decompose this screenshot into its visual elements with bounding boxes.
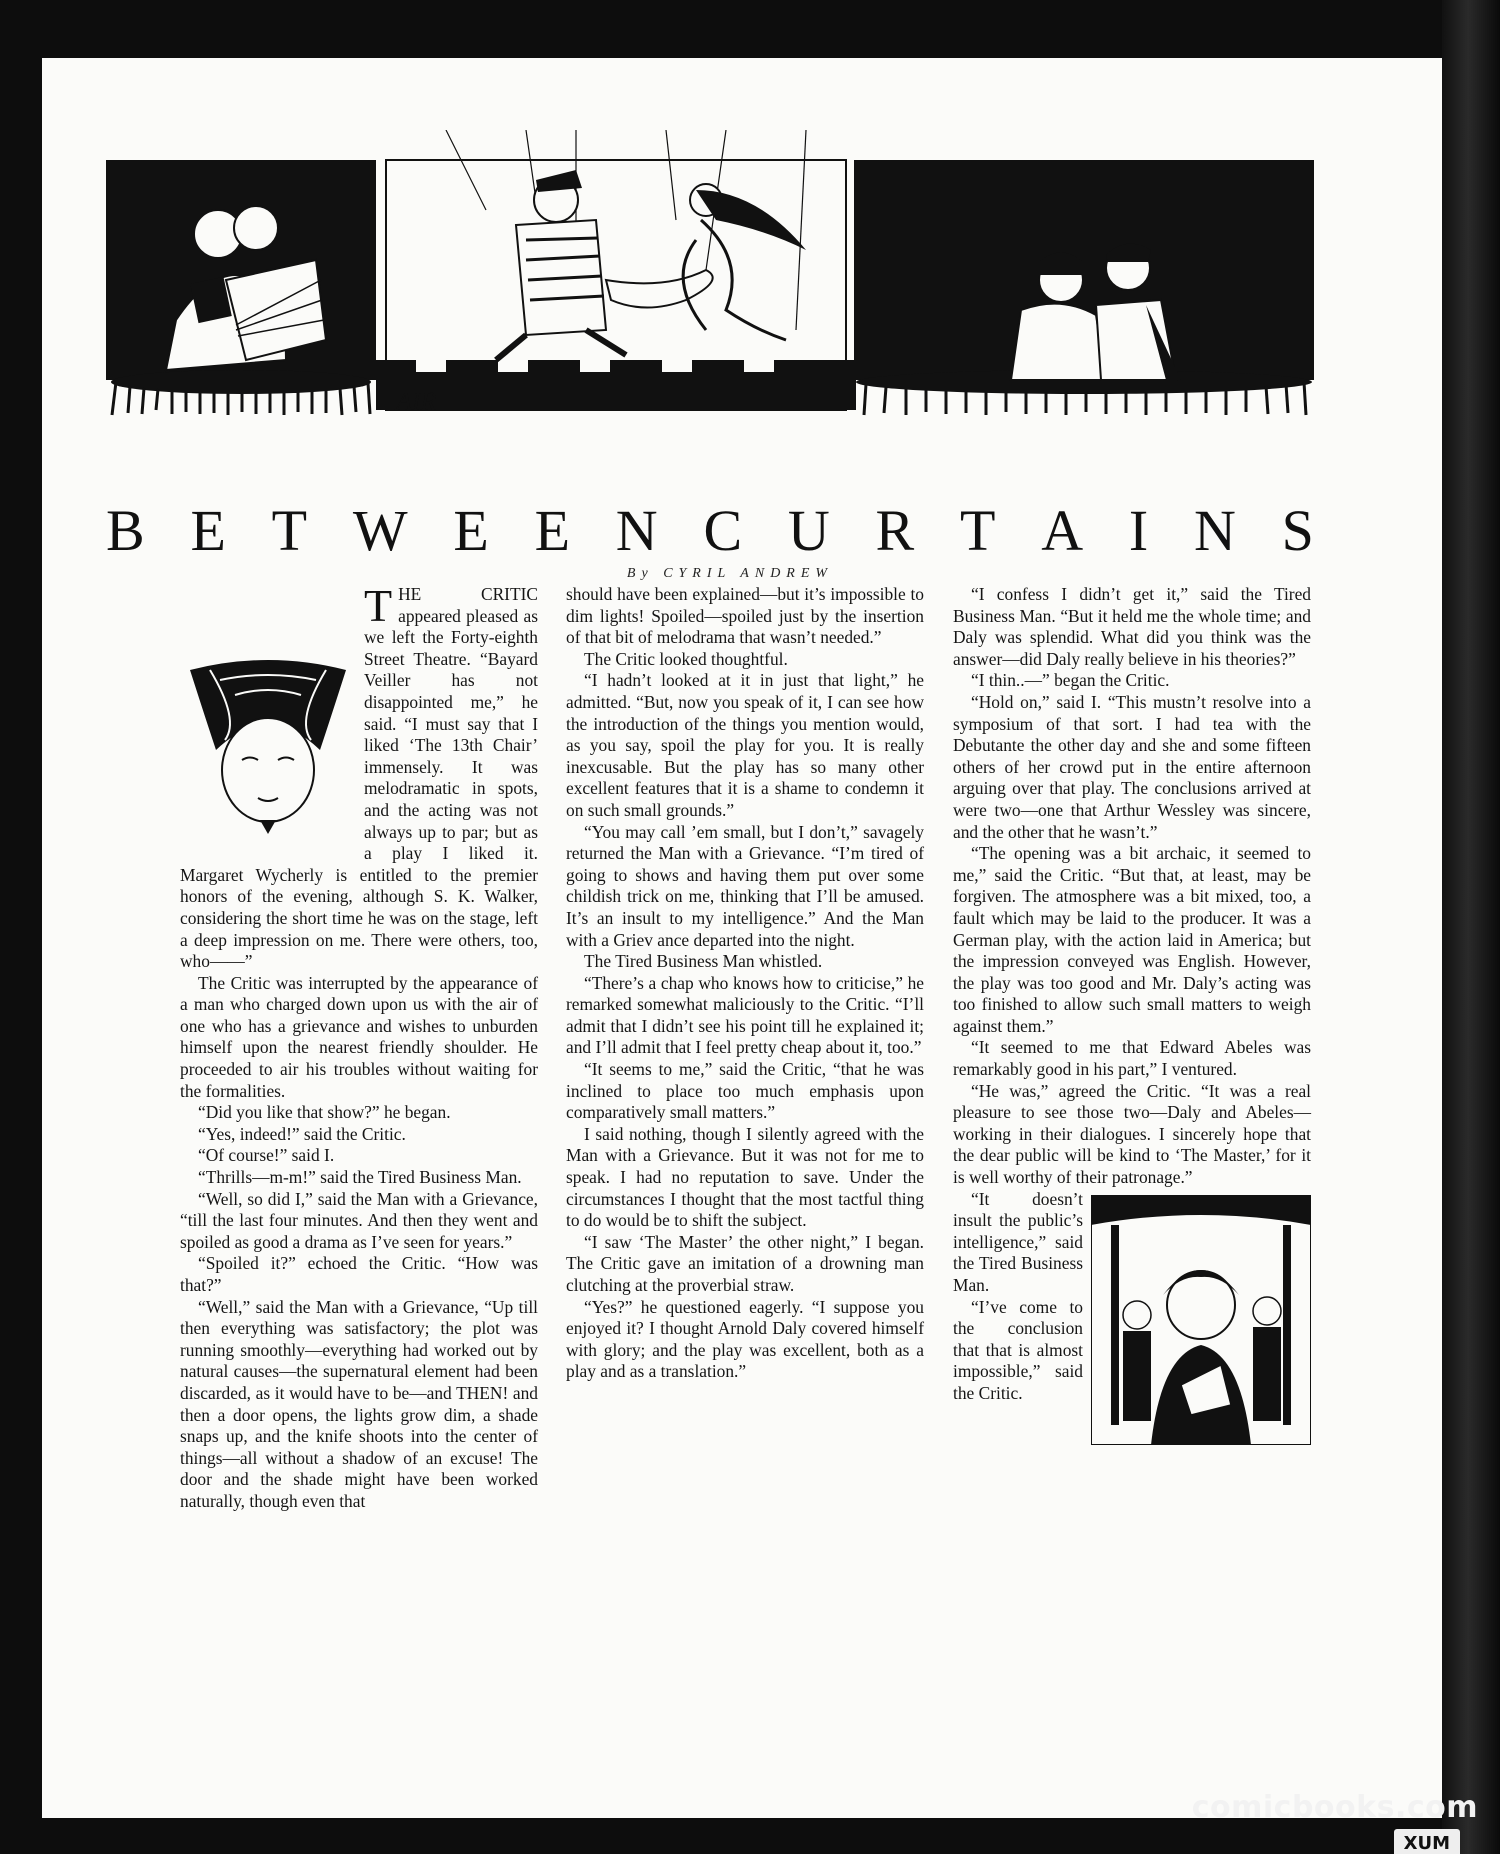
paragraph: “I saw ‘The Master’ the other night,” I began. The Critic gave an imitation of a drowning man clutching at the proverbial straw. xyxy=(566,1231,924,1295)
title-letter: E xyxy=(534,497,571,563)
site-watermark: comicbooks.com xyxy=(1191,1790,1478,1825)
title-letter: C xyxy=(703,497,743,563)
paragraph: “The opening was a bit archaic, it seemed to me,” said the Critic. “But that, at least, may be forgiven. The atmosphere was a bit mixed, too, a fault which may be laid to the producer. It was a German play, with the action laid in America; but the impression conveyed was English. However, the play was too good and Mr. Daly’s acting was too finished to allow such small matters to weigh against them.” xyxy=(953,843,1311,1036)
header-illustration xyxy=(106,130,1314,494)
paragraph: “Well, so did I,” said the Man with a Grievance, “till the last four minutes. And then they went and spoiled as good a drama as I’ve seen for years.” xyxy=(180,1188,538,1252)
title-letter: T xyxy=(960,497,996,563)
paragraph: The Critic looked thoughtful. xyxy=(584,648,788,669)
title-letter: I xyxy=(1128,497,1149,563)
paragraph: “Hold on,” said I. “This mustn’t resolve into a symposium of that sort. I had tea with the Debutante the other day and she and some fifteen others of her crowd put in the entire afternoon arguing over that play. The conclusions arrived at were two—one that Arthur Wessley was sincere, and the other that he wasn’t.” xyxy=(953,691,1311,842)
title-letter: U xyxy=(787,497,830,563)
theatre-box-illustration xyxy=(1091,1195,1311,1451)
title-letter: N xyxy=(615,497,658,563)
paragraph: “It seemed to me that Edward Abeles was remarkably good in his part,” I ventured. xyxy=(953,1037,1311,1080)
paragraph: “I thin..—” began the Critic. xyxy=(971,670,1170,691)
article-column-1 xyxy=(180,580,538,1513)
title-letter: N xyxy=(1193,497,1236,563)
paragraph: “Did you like that show?” he began. xyxy=(198,1102,451,1123)
paragraph: “Yes, indeed!” said the Critic. xyxy=(198,1123,406,1144)
portrait-illustration xyxy=(180,660,356,840)
paragraph: “It doesn’t insult the public’s intelligence,” said the Tired Business Man. xyxy=(953,1188,1083,1295)
paragraph: The Critic was interrupted by the appearance of a man who charged down upon us with the air of one who has a grievance and wishes to unburden himself upon the nearest friendly shoulder. He proceeded to air his troubles without waiting for the formalities. xyxy=(180,972,538,1101)
title-letter: W xyxy=(352,497,408,563)
paragraph: The Tired Business Man whistled. xyxy=(584,951,823,972)
title-letter: B xyxy=(106,497,145,563)
paragraph: THE CRITIC appeared pleased as we left the Forty-eighth Street Theatre. “Bayard Veiller has not disappointed me,” he said. “I must say that I liked ‘The 13th Chair’ immensely. It was melodramatic in spots, and the acting was not always up to par; but as a play I liked it. Margaret Wycherly is entitled to the premier honors of the evening, although S. K. Walker, considering the short time he was on the stage, left a deep impression on me. There were others, too, who——” xyxy=(180,580,538,972)
paragraph: “I’ve come to the conclusion that that is almost impossible,” said the Critic. xyxy=(953,1296,1083,1403)
illustrator-signature: AIR xyxy=(396,387,437,416)
paragraph: “Yes?” he questioned eagerly. “I suppose you enjoyed it? I thought Arnold Daly covered himself with glory; and the play was excellent, both as a play and as a translation.” xyxy=(566,1296,924,1382)
title-letter: S xyxy=(1281,497,1314,563)
byline: By CYRIL ANDREW xyxy=(626,566,834,581)
paragraph: “Thrills—m-m!” said the Tired Business Man. xyxy=(198,1167,522,1188)
paragraph: “Well,” said the Man with a Grievance, “Up till then everything was satisfactory; the plot was running smoothly—everything had worked out by natural causes—the supernatural element had been discarded, as it would have to be—and THEN! and then a door opens, the lights grow dim, a shade snaps up, and the knife shoots into the center of things—all without a shadow of an excuse! The door and the shade might have been worked naturally, though even that xyxy=(180,1296,538,1511)
title-letter: T xyxy=(271,497,308,563)
paragraph: “You may call ’em small, but I don’t,” savagely returned the Man with a Grievance. “I’m tired of going to shows and having them put over some childish trick on me, thinking that I’ll be amused. It’s an insult to my intelligence.” And the Man with a Griev ance departed into the night. xyxy=(566,821,924,950)
paragraph: “Spoiled it?” echoed the Critic. “How was that?” xyxy=(180,1253,538,1295)
paragraph: “I confess I didn’t get it,” said the Tired Business Man. “But it held me the whole time; and Daly was splendid. What did you think was the answer—did Daly really believe in his theories?” xyxy=(953,584,1311,669)
article-column-3 xyxy=(953,584,1311,1454)
paragraph: “He was,” agreed the Critic. “It was a real pleasure to see those two—Daly and Abeles—working in their dialogues. I sincerely hope that the dear public will be kind to ‘The Master,’ for it is well worthy of their patronage.” xyxy=(953,1080,1311,1188)
article-column-2 xyxy=(566,584,924,1383)
paragraph: “There’s a chap who knows how to criticise,” he remarked somewhat maliciously to the Critic. “I’ll admit that I didn’t see his point till he explained it; and I’ll admit that I feel pretty cheap about it, too.” xyxy=(566,972,924,1058)
paragraph: “I hadn’t looked at it in just that light,” he admitted. “But, now you speak of it, I can see how the introduction of the things you mention would, as you say, spoil the play for you. It is really inexcusable. But the play has so many other excellent features that it is a shame to condemn it on such small grounds.” xyxy=(566,670,924,820)
paragraph: should have been explained—but it’s impossible to dim lights! Spoiled—spoiled just by the insertion of that bit of melodrama that wasn’t needed.” xyxy=(566,584,924,648)
title-letter: E xyxy=(190,497,226,563)
title-letter: E xyxy=(453,497,489,563)
title-letter: R xyxy=(875,497,915,563)
corner-tag: XUM xyxy=(1394,1829,1460,1854)
paragraph: “It seems to me,” said the Critic, “that he was inclined to place too much emphasis upon comparatively small matters.” xyxy=(566,1059,924,1123)
article-title xyxy=(106,498,1314,562)
paragraph: “Of course!” said I. xyxy=(198,1145,335,1166)
binding-gutter xyxy=(1442,0,1500,1854)
paragraph: I said nothing, though I silently agreed with the Man with a Grievance. But it was not for me to speak. I had no reputation to save. Under the circumstances I thought that the most tactful thing to do would be to shift the subject. xyxy=(566,1123,924,1231)
title-letter: A xyxy=(1041,497,1084,563)
